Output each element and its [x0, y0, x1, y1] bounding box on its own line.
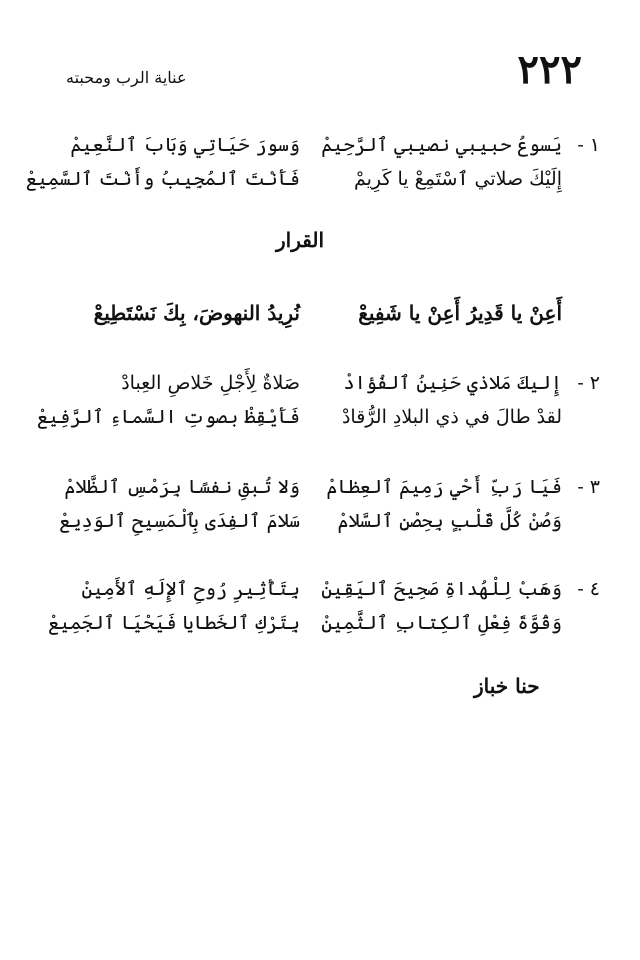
- second-hemistich: فَأَنْتَ ٱلمُجِيبُ وأَنْتَ ٱلسَّمِيعْ: [25, 168, 300, 190]
- verse-number: ١ -: [577, 134, 600, 156]
- verse-1: [25, 128, 600, 196]
- verse-line: [25, 162, 600, 196]
- verse-number: ٢ -: [577, 372, 600, 394]
- page-number: ٢٢٢: [517, 46, 582, 93]
- verse-line: [60, 504, 600, 538]
- second-hemistich: بِتَأْثِيرِ رُوحِ ٱلإِلَهِ ٱلأَمِينْ: [81, 578, 300, 600]
- refrain-title: القرار: [275, 228, 325, 252]
- verse-line: [36, 400, 600, 434]
- first-hemistich: لقدْ طالَ في ذي البلادِ الرُّقادْ: [341, 406, 562, 428]
- second-hemistich: وَسورَ حَيَاتِي وَبَابَ ٱلنَّعِيمْ: [70, 134, 300, 156]
- verse-4: [48, 572, 600, 640]
- first-hemistich: وَقُوَّةَ فِعْلِ ٱلكِتابِ ٱلثَّمِينْ: [321, 612, 562, 634]
- verse-3: [60, 470, 600, 538]
- second-hemistich: فَأَيْقِظْ بصوتِ السَّماءِ ٱلرَّفِيعْ: [36, 406, 300, 428]
- first-hemistich: إِلَيْكَ صلاتي ٱسْتَمِعْ يا كَرِيمْ: [354, 168, 562, 190]
- verse-number: ٣ -: [577, 476, 600, 498]
- first-hemistich: وَهَبْ لِلْهُداةِ صَحِيحَ ٱليَقِينْ: [321, 578, 562, 600]
- first-hemistich: إِليكَ مَلاذي حَنِينُ ٱلفُؤادْ: [343, 372, 562, 394]
- verse-2: [36, 366, 600, 434]
- first-hemistich: فَيَا رَبِّ أَحْيِ رَمِيمَ ٱلعِظامْ: [326, 476, 562, 498]
- second-hemistich: وَلا تُبقِ نفسًا بِرَمْسِ ٱلظَّلامْ: [64, 476, 300, 498]
- verse-line: [60, 366, 600, 400]
- second-hemistich: سَلامَ ٱلفِدَى بِٱلْمَسِيحِ ٱلوَدِيعْ: [59, 510, 300, 532]
- second-hemistich: نُرِيدُ النهوضَ، بِكَ نَسْتَطِيعْ: [93, 301, 300, 325]
- verse-line: [48, 606, 600, 640]
- running-head: عناية الرب ومحبته: [66, 68, 187, 87]
- second-hemistich: بِتَرْكِ ٱلخَطايا فَيَحْيَا ٱلجَمِيعْ: [48, 612, 300, 634]
- first-hemistich: وَصُنْ كُلَّ قَلْبٍ بِحِصْنِ ٱلسَّلامْ: [337, 510, 562, 532]
- verse-line: [60, 572, 600, 606]
- refrain-line: [60, 296, 600, 330]
- verse-line: [60, 128, 600, 162]
- second-hemistich: صَلاةٌ لِأَجْلِ خَلاصِ العِبادْ: [121, 372, 300, 394]
- first-hemistich: أَعِنْ يا قَدِيرُ أَعِنْ يا شَفِيعْ: [358, 301, 562, 325]
- author-name: حنا خباز: [474, 674, 540, 698]
- first-hemistich: يَسوعُ حبيبي نصيبي ٱلرَّحِيمْ: [321, 134, 562, 156]
- verse-number: ٤ -: [577, 578, 600, 600]
- verse-line: [60, 470, 600, 504]
